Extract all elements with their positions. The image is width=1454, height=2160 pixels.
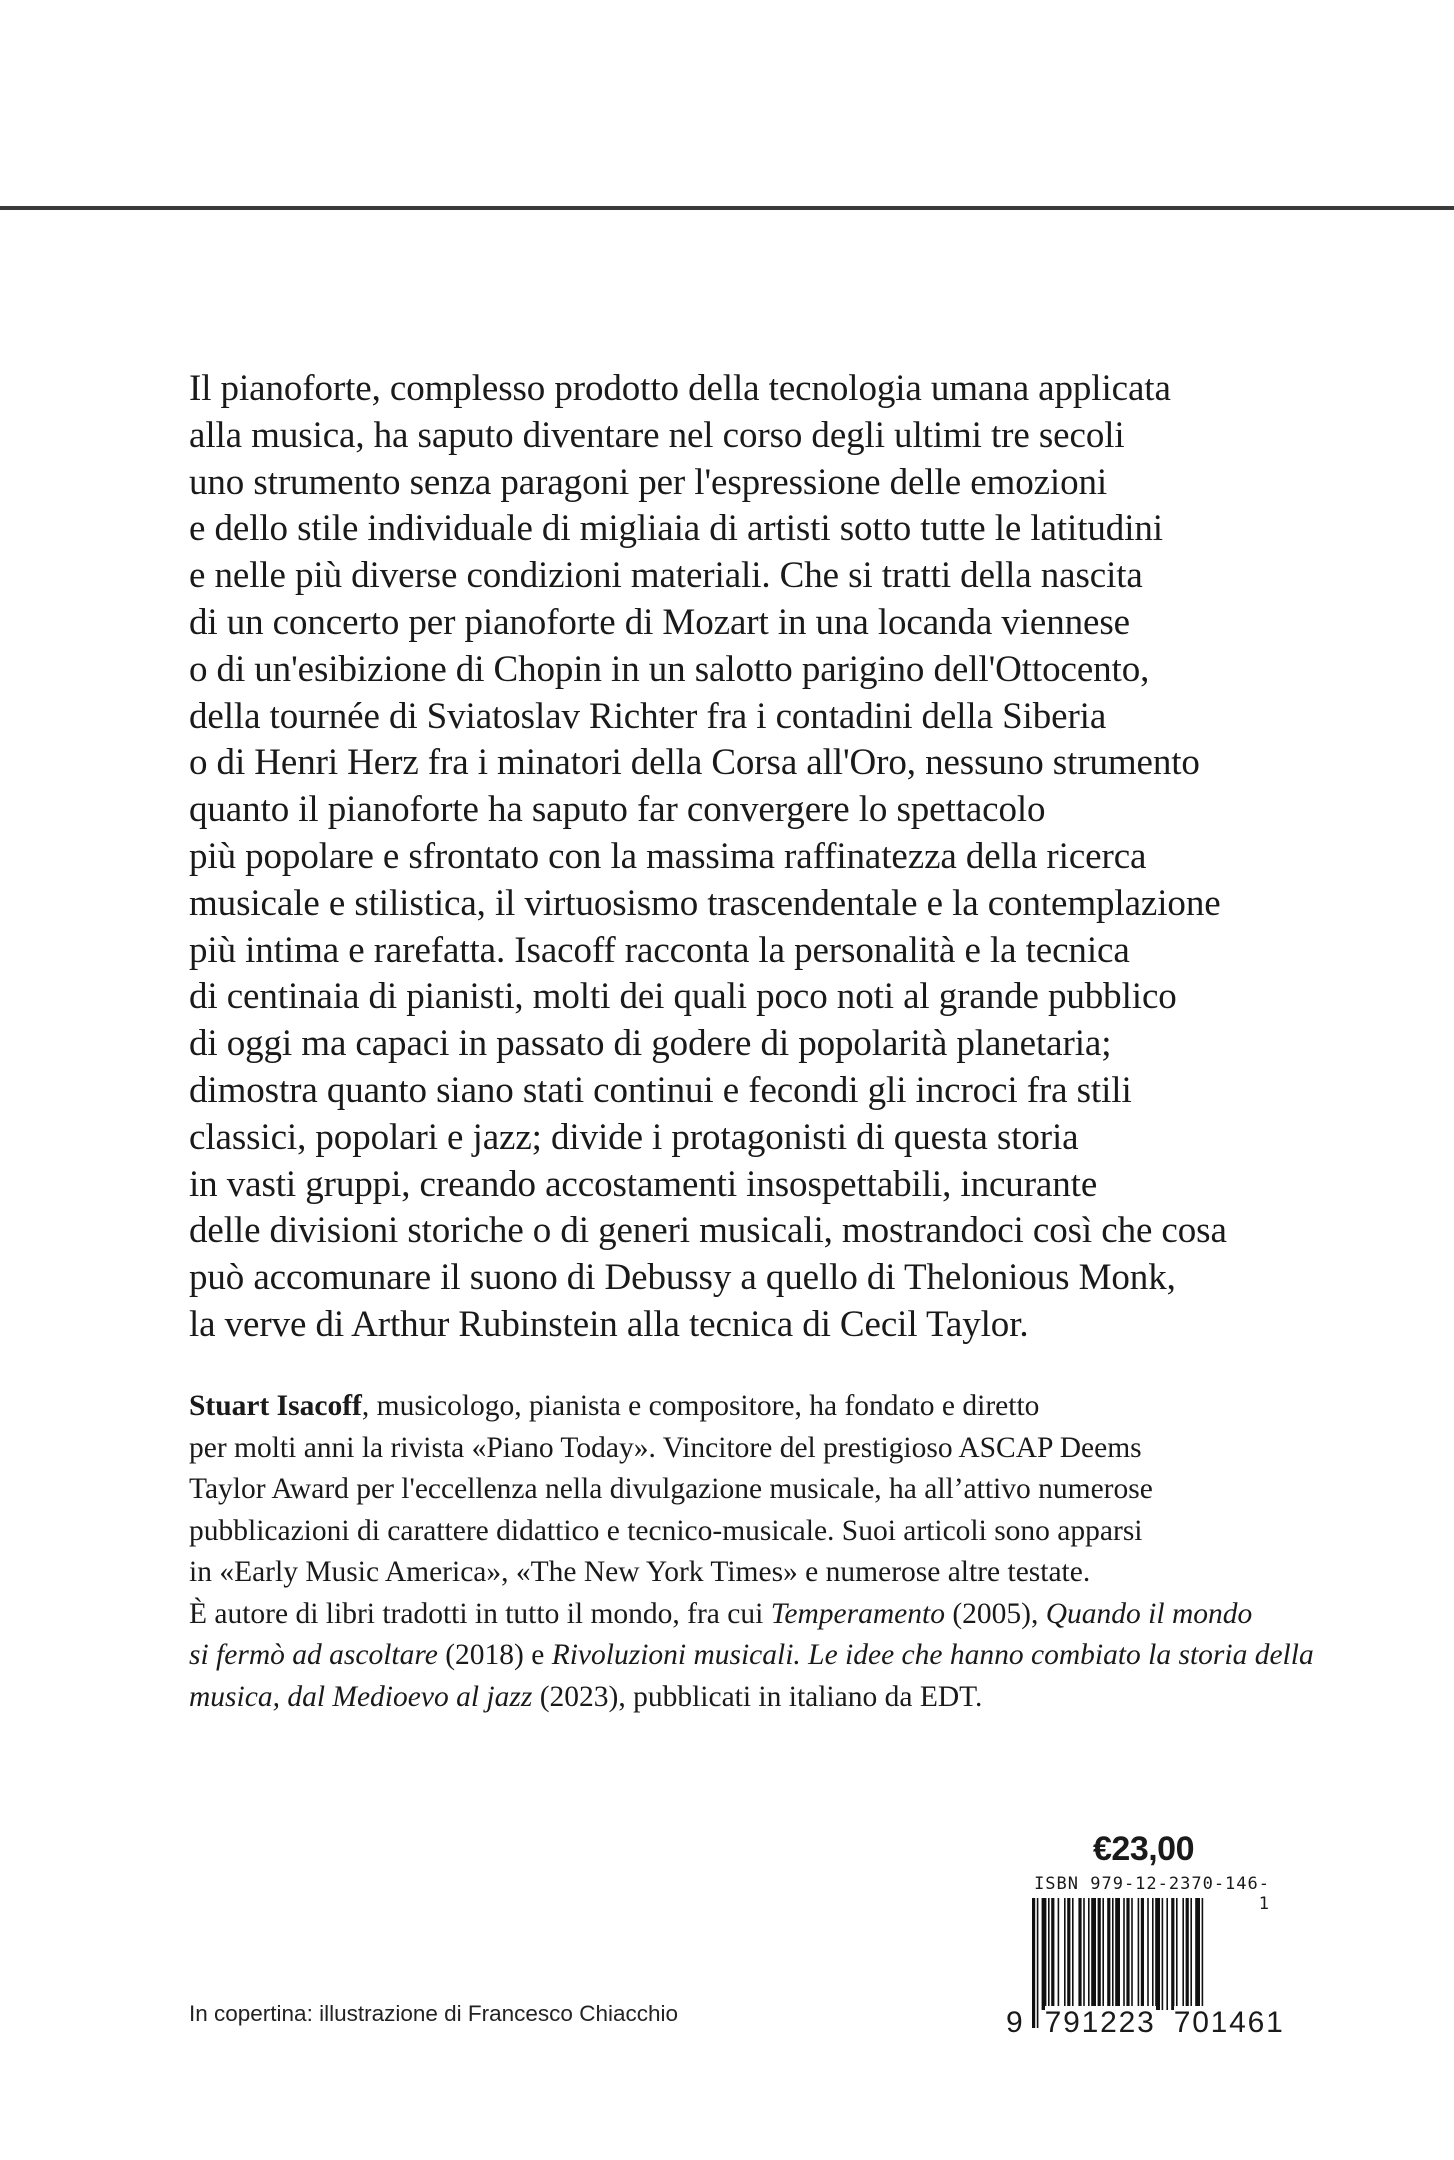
barcode-bar xyxy=(1112,1898,1114,2010)
bio-line: si fermò ad ascoltare (2018) e Rivoluzioni musicali. Le idee che hanno combiato la storia della xyxy=(189,1639,1314,1671)
description-line: di un concerto per pianoforte di Mozart in una locanda viennese xyxy=(189,601,1130,643)
book-title: musica, dal Medioevo al jazz xyxy=(189,1680,533,1713)
description-line: la verve di Arthur Rubinstein alla tecnica di Cecil Taylor. xyxy=(189,1303,1029,1345)
description-line: più popolare e sfrontato con la massima raffinatezza della ricerca xyxy=(189,835,1147,877)
barcode-bar xyxy=(1182,1898,1184,2010)
bio-line: musica, dal Medioevo al jazz (2023), pubblicati in italiano da EDT. xyxy=(189,1680,983,1713)
barcode-digit-group: 701461 xyxy=(1173,2006,1285,2039)
top-divider-rule xyxy=(0,206,1454,210)
description-line: alla musica, ha saputo diventare nel corso degli ultimi tre secoli xyxy=(189,414,1125,456)
barcode-bar xyxy=(1126,1898,1129,2010)
bio-line: Stuart Isacoff, musicologo, pianista e compositore, ha fondato e diretto xyxy=(189,1390,1040,1422)
barcode-bar xyxy=(1107,1898,1110,2010)
description-line: e dello stile individuale di migliaia di artisti sotto tutte le latitudini xyxy=(189,508,1163,550)
barcode-bar xyxy=(1058,1898,1060,2010)
barcode-bar xyxy=(1091,1898,1096,2010)
description-line: può accomunare il suono di Debussy a quello di Thelonious Monk, xyxy=(189,1257,1176,1299)
bio-line: Taylor Award per l'eccellenza nella divulgazione musicale, ha all’attivo numerose xyxy=(189,1473,1153,1505)
description-line: o di un'esibizione di Chopin in un salotto parigino dell'Ottocento, xyxy=(189,648,1150,690)
description-line: classici, popolari e jazz; divide i protagonisti di questa storia xyxy=(189,1116,1079,1158)
barcode-bar xyxy=(1171,1898,1174,2010)
description-line: e nelle più diverse condizioni materiali. Che si tratti della nascita xyxy=(189,555,1143,597)
description-line: musicale e stilistica, il virtuosismo trascendentale e la contemplazione xyxy=(189,882,1221,924)
barcode-bar xyxy=(1166,1898,1168,2010)
barcode-bar xyxy=(1152,1898,1154,2010)
book-title: Quando il mondo xyxy=(1045,1597,1253,1630)
book-title: Temperamento xyxy=(770,1597,945,1630)
description-line: Il pianoforte, complesso prodotto della tecnologia umana applicata xyxy=(189,368,1171,409)
barcode-bar xyxy=(1155,1898,1160,2010)
description-line: della tournée di Sviatoslav Richter fra i contadini della Siberia xyxy=(189,695,1107,737)
barcode-bar xyxy=(1138,1898,1140,2010)
barcode-bar xyxy=(1051,1898,1054,2010)
bio-line: pubblicazioni di carattere didattico e tecnico-musicale. Suoi articoli sono apparsi xyxy=(189,1514,1143,1547)
barcode-bar xyxy=(1176,1898,1178,2010)
description-line: o di Henri Herz fra i minatori della Corsa all'Oro, nessuno strumento xyxy=(189,742,1200,784)
barcode-bar xyxy=(1088,1898,1090,2010)
barcode-bar xyxy=(1048,1898,1050,2010)
author-name: Stuart Isacoff xyxy=(189,1390,362,1422)
bio-line: in «Early Music America», «The New York Times» e numerose altre testate. xyxy=(189,1556,1091,1588)
bio-line: È autore di libri tradotti in tutto il mondo, fra cui Temperamento (2005), Quando il mondo xyxy=(189,1597,1253,1630)
description-line: di centinaia di pianisti, molti dei quali poco noti al grande pubblico xyxy=(189,976,1177,1018)
cover-credit: In copertina: illustrazione di Francesco Chiacchio xyxy=(189,2001,678,2026)
barcode-bar xyxy=(1067,1898,1070,2010)
barcode-bar xyxy=(1098,1898,1101,2010)
barcode-bar xyxy=(1190,1898,1192,2010)
description-line: in vasti gruppi, creando accostamenti insospettabili, incurante xyxy=(189,1163,1098,1205)
description-line: più intima e rarefatta. Isacoff racconta la personalità e la tecnica xyxy=(189,929,1130,971)
barcode-bar xyxy=(1162,1898,1164,2010)
barcode-bar xyxy=(1078,1898,1081,2010)
description-line: di oggi ma capaci in passato di godere di popolarità planetaria; xyxy=(189,1023,1112,1065)
book-title: Rivoluzioni musicali. Le idee che hanno combiato la storia della xyxy=(551,1639,1314,1671)
barcode-bar xyxy=(1083,1898,1085,2010)
isbn-label: ISBN 979-12-2370-146-1 xyxy=(1034,1874,1270,1914)
description-line: delle divisioni storiche o di generi musicali, mostrandoci così che cosa xyxy=(189,1210,1227,1252)
barcode-bar xyxy=(1186,1898,1189,2010)
barcode-bar xyxy=(1147,1898,1149,2010)
barcode-bar xyxy=(1195,1898,1200,2010)
bio-line: per molti anni la rivista «Piano Today». Vincitore del prestigioso ASCAP Deems xyxy=(189,1431,1142,1464)
description-line: quanto il pianoforte ha saputo far convergere lo spettacolo xyxy=(189,789,1046,831)
barcode-bar xyxy=(1131,1898,1133,2010)
description-line: uno strumento senza paragoni per l'espressione delle emozioni xyxy=(189,461,1108,503)
barcode-bar xyxy=(1072,1898,1074,2010)
description-line: dimostra quanto siano stati continui e fecondi gli incroci fra stili xyxy=(189,1069,1132,1111)
barcode-digits xyxy=(1006,2006,1285,2040)
barcode-bar xyxy=(1102,1898,1104,2010)
barcode-bar xyxy=(1141,1898,1144,2010)
barcode-bar xyxy=(1064,1898,1066,2010)
book-title: si fermò ad ascoltare xyxy=(189,1639,438,1671)
price-label: €23,00 xyxy=(1093,1830,1194,1868)
barcode-digit-group: 791223 xyxy=(1044,2006,1156,2039)
barcode-first-digit: 9 xyxy=(1006,2006,1025,2039)
book-description xyxy=(189,366,1319,1349)
barcode-bar xyxy=(1042,1898,1047,2010)
author-biography xyxy=(189,1386,1319,1718)
